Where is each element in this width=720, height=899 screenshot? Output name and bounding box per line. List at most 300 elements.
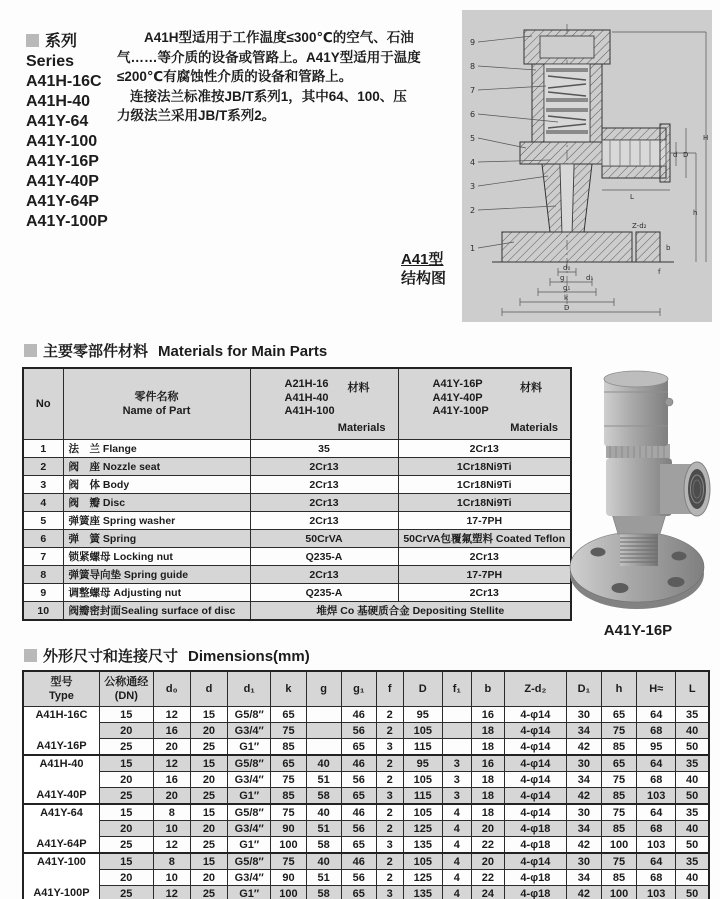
cell: 100 (601, 886, 636, 899)
cell: 2 (376, 707, 403, 723)
cell: 46 (341, 853, 376, 870)
cell: 75 (601, 853, 636, 870)
cell: G3/4″ (228, 772, 271, 788)
cell: 51 (306, 772, 341, 788)
materials-section-title (24, 340, 327, 361)
series-item: A41Y-64P (26, 193, 99, 210)
cell: 64 (637, 755, 676, 772)
header-name-en: Name of Part (122, 405, 191, 417)
svg-text:7: 7 (470, 86, 476, 95)
svg-text:Z-d₂: Z-d₂ (632, 222, 647, 230)
dims-col-header: f (376, 671, 403, 707)
cell: 8 (153, 853, 190, 870)
cell: 4-φ18 (504, 837, 566, 854)
svg-text:b: b (666, 244, 671, 252)
series-title-zh: 系列 (45, 33, 78, 50)
intro-line: 连接法兰标准按JB/T系列1，其中64、100、压 (130, 88, 407, 104)
cell: 4-φ18 (504, 870, 566, 886)
cell: 35 (676, 804, 709, 821)
cell: 4-φ14 (504, 723, 566, 739)
table-row (23, 707, 709, 723)
cell: 40 (676, 870, 709, 886)
dims-col-header: d (190, 671, 227, 707)
cell: 50 (676, 837, 709, 854)
cell: G1″ (228, 788, 271, 805)
header-dn: 公称通经 (DN) (99, 671, 153, 707)
svg-text:g₁: g₁ (563, 284, 571, 292)
svg-text:g: g (560, 274, 565, 282)
cell: 85 (271, 739, 306, 756)
cell: 4-φ18 (504, 821, 566, 837)
cell-name: 法 兰 Flange (63, 440, 250, 458)
cell (306, 739, 341, 756)
cell-material: 1Cr18Ni9Ti (398, 458, 571, 476)
cell: 56 (341, 821, 376, 837)
cell: 46 (341, 755, 376, 772)
cell: 2 (376, 853, 403, 870)
cell-no: 2 (23, 458, 63, 476)
cell: 103 (637, 886, 676, 899)
cell (442, 707, 471, 723)
series-item: A41Y-100 (26, 133, 98, 150)
cell: 35 (676, 853, 709, 870)
intro-paragraph (117, 28, 467, 126)
cell: 68 (637, 723, 676, 739)
cell: 40 (306, 804, 341, 821)
cell: 34 (566, 821, 601, 837)
header-name-zh: 零件名称 (134, 391, 179, 403)
cell: 12 (153, 755, 190, 772)
table-row (23, 566, 571, 584)
cell: 35 (676, 707, 709, 723)
cell: 46 (341, 707, 376, 723)
cell: 12 (153, 837, 190, 854)
cell: 40 (676, 772, 709, 788)
table-row (23, 476, 571, 494)
svg-text:d: d (673, 151, 678, 159)
cell: 15 (190, 853, 227, 870)
dims-col-header: H≈ (637, 671, 676, 707)
flange-section (502, 232, 632, 262)
dims-col-header: Z-d₂ (504, 671, 566, 707)
cell: 40 (306, 755, 341, 772)
cell-name: 弹 簧 Spring (63, 530, 250, 548)
intro-line: 力级法兰采用JB/T系列2。 (117, 108, 276, 124)
cell: 2 (376, 821, 403, 837)
cell: 46 (341, 804, 376, 821)
svg-text:k: k (564, 294, 569, 302)
table-row (23, 440, 571, 458)
dims-col-header: d₀ (153, 671, 190, 707)
dims-col-header: D (403, 671, 442, 707)
cell: 58 (306, 837, 341, 854)
cell: 42 (566, 886, 601, 899)
dims-col-header: h (601, 671, 636, 707)
cell: 100 (601, 837, 636, 854)
cell: G3/4″ (228, 723, 271, 739)
cell: 65 (341, 739, 376, 756)
cell: 103 (637, 788, 676, 805)
type-label: A41H-40 (39, 758, 84, 770)
table-row (23, 837, 709, 854)
dims-header-row (23, 671, 709, 707)
cell: G5/8″ (228, 804, 271, 821)
cell: 95 (403, 707, 442, 723)
table-row (23, 584, 571, 602)
square-bullet-icon (24, 344, 37, 357)
cell: 40 (676, 723, 709, 739)
table-row (23, 788, 709, 805)
svg-text:8: 8 (470, 62, 476, 71)
cell-name: 锁紧螺母 Locking nut (63, 548, 250, 566)
svg-text:1: 1 (470, 244, 476, 253)
table-row (23, 853, 709, 870)
cell: 25 (99, 788, 153, 805)
table-row (23, 870, 709, 886)
cell: 75 (271, 804, 306, 821)
cell: 103 (637, 837, 676, 854)
cell-material: 堆焊 Co 基硬质合金 Depositing Stellite (250, 602, 571, 621)
svg-text:2: 2 (470, 206, 476, 215)
cell: 42 (566, 837, 601, 854)
cell: 65 (601, 755, 636, 772)
table-row (23, 512, 571, 530)
cell-material: 17-7PH (398, 512, 571, 530)
table-row (23, 602, 571, 621)
cell: 20 (99, 821, 153, 837)
series-item: A41Y-64 (26, 113, 89, 130)
cell: 22 (471, 870, 504, 886)
cell-name: 阀 座 Nozzle seat (63, 458, 250, 476)
header-no: No (23, 368, 63, 440)
cell: 20 (99, 723, 153, 739)
table-row (23, 530, 571, 548)
cell-material: 50CrVA包覆氟塑料 Coated Teflon (398, 530, 571, 548)
cell: 75 (271, 772, 306, 788)
cell-type (23, 707, 99, 756)
svg-text:d₁: d₁ (586, 274, 594, 282)
cell: 75 (601, 804, 636, 821)
intro-line: A41H型适用于工作温度≤300℃的空气、石油 (144, 30, 414, 45)
cell: 20 (99, 870, 153, 886)
header-materials-p: A41Y-16P A41Y-40P A41Y-100P 材料 Materials (398, 368, 571, 440)
cell: 3 (376, 739, 403, 756)
square-bullet-icon (24, 649, 37, 662)
cell: 75 (271, 853, 306, 870)
series-item: A41Y-100P (26, 213, 108, 230)
svg-text:4: 4 (470, 158, 476, 167)
cell: 4 (442, 804, 471, 821)
cell: 4-φ14 (504, 772, 566, 788)
cell: 64 (637, 804, 676, 821)
cell-name: 阀 体 Body (63, 476, 250, 494)
type-label: A41Y-64 (40, 807, 83, 819)
cell-no: 5 (23, 512, 63, 530)
cell: 40 (676, 821, 709, 837)
intro-line: 气……等介质的设备或管路上。A41Y型适用于温度 (117, 49, 421, 65)
cell: 18 (471, 772, 504, 788)
cell-material: Q235-A (250, 548, 398, 566)
cell: 75 (601, 723, 636, 739)
svg-text:d₀: d₀ (563, 264, 571, 272)
cell: 4 (442, 886, 471, 899)
cell: 2 (376, 755, 403, 772)
cell: 15 (99, 804, 153, 821)
dims-title-zh: 外形尺寸和连接尺寸 (43, 648, 179, 665)
cell: 3 (442, 788, 471, 805)
cell: 2 (376, 772, 403, 788)
bolt-hole (612, 583, 629, 593)
dims-col-header: k (271, 671, 306, 707)
cell: 65 (601, 707, 636, 723)
cell: 4-φ14 (504, 739, 566, 756)
cell: 64 (637, 853, 676, 870)
cell: 3 (442, 772, 471, 788)
cell: 16 (471, 755, 504, 772)
cell-name: 弹簧导向垫 Spring guide (63, 566, 250, 584)
cell: 95 (403, 755, 442, 772)
dims-col-header: g₁ (341, 671, 376, 707)
cell: 4-φ14 (504, 853, 566, 870)
cell: 2 (376, 723, 403, 739)
cell: 16 (153, 723, 190, 739)
cell-material: 35 (250, 440, 398, 458)
cell: 25 (99, 886, 153, 899)
cell: 20 (471, 853, 504, 870)
cell: G5/8″ (228, 707, 271, 723)
cell-name: 弹簧座 Spring washer (63, 512, 250, 530)
cell: 115 (403, 739, 442, 756)
cell-type (23, 804, 99, 853)
cell-material: 2Cr13 (250, 476, 398, 494)
cell: 20 (471, 821, 504, 837)
type-label: A41Y-100 (37, 856, 86, 868)
cell: 65 (341, 788, 376, 805)
cell: 3 (442, 755, 471, 772)
cell: 4-φ14 (504, 804, 566, 821)
cell: 20 (99, 772, 153, 788)
table-row (23, 739, 709, 756)
cell-type (23, 853, 99, 899)
drawing-caption-line2: 结构图 (401, 270, 447, 287)
cell: 50 (676, 788, 709, 805)
cell: 85 (601, 788, 636, 805)
cell: 2 (376, 870, 403, 886)
cell: 8 (153, 804, 190, 821)
table-row (23, 723, 709, 739)
cell: 30 (566, 853, 601, 870)
cell-material: 2Cr13 (250, 494, 398, 512)
cell: 4-φ18 (504, 886, 566, 899)
cell: 15 (99, 755, 153, 772)
materials-title-en: Materials for Main Parts (158, 343, 328, 360)
cell: 135 (403, 837, 442, 854)
table-row (23, 804, 709, 821)
cell: 3 (376, 788, 403, 805)
svg-text:5: 5 (470, 134, 476, 143)
cell-no: 10 (23, 602, 63, 621)
materials-table (22, 367, 572, 621)
cell: 12 (153, 886, 190, 899)
cell-no: 8 (23, 566, 63, 584)
cell-name: 阀瓣密封面Sealing surface of disc (63, 602, 250, 621)
type-label: A41Y-100P (33, 887, 90, 899)
cell: 56 (341, 772, 376, 788)
series-item: A41H-16C (26, 73, 102, 90)
cell: 18 (471, 804, 504, 821)
intro-line: ≤200℃有腐蚀性介质的设备和管路上。 (117, 69, 353, 85)
cell-material: 1Cr18Ni9Ti (398, 494, 571, 512)
cell: 20 (190, 723, 227, 739)
svg-text:f: f (658, 268, 661, 276)
cell: 25 (99, 837, 153, 854)
dims-col-header: f₁ (442, 671, 471, 707)
cell: 135 (403, 886, 442, 899)
cell: 15 (99, 853, 153, 870)
cell: 58 (306, 886, 341, 899)
cell-name: 阀 瓣 Disc (63, 494, 250, 512)
cell: 25 (190, 788, 227, 805)
cell-material: 1Cr18Ni9Ti (398, 476, 571, 494)
cell: 105 (403, 772, 442, 788)
cell: 16 (471, 707, 504, 723)
cell: 4 (442, 821, 471, 837)
type-label: A41Y-64P (36, 838, 87, 850)
svg-text:3: 3 (470, 182, 476, 191)
drawing-caption-line1: A41型 (401, 251, 444, 268)
cell-material: 17-7PH (398, 566, 571, 584)
series-title-en: Series (26, 53, 75, 70)
cell: 56 (341, 870, 376, 886)
cell: 50 (676, 886, 709, 899)
cell: 10 (153, 870, 190, 886)
cell: 115 (403, 788, 442, 805)
cell (306, 723, 341, 739)
series-heading (26, 32, 108, 52)
drawing-caption (401, 250, 446, 288)
cell: 65 (341, 886, 376, 899)
cell: 3 (376, 837, 403, 854)
cell: 20 (190, 772, 227, 788)
cell-no: 6 (23, 530, 63, 548)
cell-no: 1 (23, 440, 63, 458)
cell: 40 (306, 853, 341, 870)
cell: 56 (341, 723, 376, 739)
cell: G1″ (228, 837, 271, 854)
series-list (26, 32, 108, 232)
cell: 24 (471, 886, 504, 899)
cell: 34 (566, 870, 601, 886)
svg-text:H: H (703, 134, 709, 142)
svg-text:D: D (683, 151, 689, 159)
cell: 105 (403, 723, 442, 739)
cell: 65 (341, 837, 376, 854)
header-name (63, 368, 250, 440)
cell: 85 (601, 821, 636, 837)
svg-text:L: L (630, 193, 634, 201)
cell: 20 (153, 788, 190, 805)
dims-col-header: b (471, 671, 504, 707)
materials-header-row (23, 368, 571, 440)
cell: 85 (601, 870, 636, 886)
cell: 90 (271, 870, 306, 886)
cell-no: 3 (23, 476, 63, 494)
materials-title-zh: 主要零部件材料 (43, 343, 149, 360)
svg-text:D: D (564, 304, 570, 312)
cell: G5/8″ (228, 755, 271, 772)
valve-photo (560, 362, 716, 618)
cell: 105 (403, 804, 442, 821)
cell: 4-φ14 (504, 788, 566, 805)
header-type: 型号 Type (23, 671, 99, 707)
table-row (23, 886, 709, 899)
cell: G5/8″ (228, 853, 271, 870)
series-item: A41H-40 (26, 93, 91, 110)
photo-caption: A41Y-16P (603, 622, 673, 639)
cell: 51 (306, 821, 341, 837)
cell: 90 (271, 821, 306, 837)
cell: 4 (442, 837, 471, 854)
type-label: A41Y-16P (36, 740, 87, 752)
cell: 68 (637, 821, 676, 837)
type-label: A41Y-40P (36, 789, 87, 801)
cell: 34 (566, 723, 601, 739)
seal-pin (665, 398, 673, 406)
cell-material: 2Cr13 (398, 440, 571, 458)
cell: 4-φ14 (504, 707, 566, 723)
cell: 4-φ14 (504, 755, 566, 772)
cell: 51 (306, 870, 341, 886)
cell: 35 (676, 755, 709, 772)
cell: 15 (190, 707, 227, 723)
cell-material: 2Cr13 (398, 584, 571, 602)
table-row (23, 548, 571, 566)
cell: 20 (153, 739, 190, 756)
bolt-hole (668, 577, 685, 587)
cell: 64 (637, 707, 676, 723)
cell-material: 2Cr13 (250, 458, 398, 476)
cell: 3 (376, 886, 403, 899)
cell-material: Q235-A (250, 584, 398, 602)
svg-text:h: h (693, 209, 698, 217)
cell (306, 707, 341, 723)
table-row (23, 772, 709, 788)
cell-name: 调整螺母 Adjusting nut (63, 584, 250, 602)
cell-type (23, 755, 99, 804)
dims-title-en: Dimensions(mm) (188, 648, 310, 665)
cell: 68 (637, 870, 676, 886)
cell: 2 (376, 804, 403, 821)
dimensions-section-title (24, 645, 310, 666)
cell: 18 (471, 723, 504, 739)
bolt-hole (672, 552, 687, 561)
cell: 18 (471, 788, 504, 805)
cell: 85 (271, 788, 306, 805)
cell: 125 (403, 821, 442, 837)
structure-drawing (462, 10, 712, 322)
cell (442, 723, 471, 739)
cell: 12 (153, 707, 190, 723)
cell: 20 (190, 870, 227, 886)
cell-material: 2Cr13 (250, 512, 398, 530)
cell: 100 (271, 886, 306, 899)
cell: 25 (190, 837, 227, 854)
cell: 58 (306, 788, 341, 805)
cell: 65 (271, 755, 306, 772)
cell: 85 (601, 739, 636, 756)
cell: 10 (153, 821, 190, 837)
cap (604, 378, 668, 446)
